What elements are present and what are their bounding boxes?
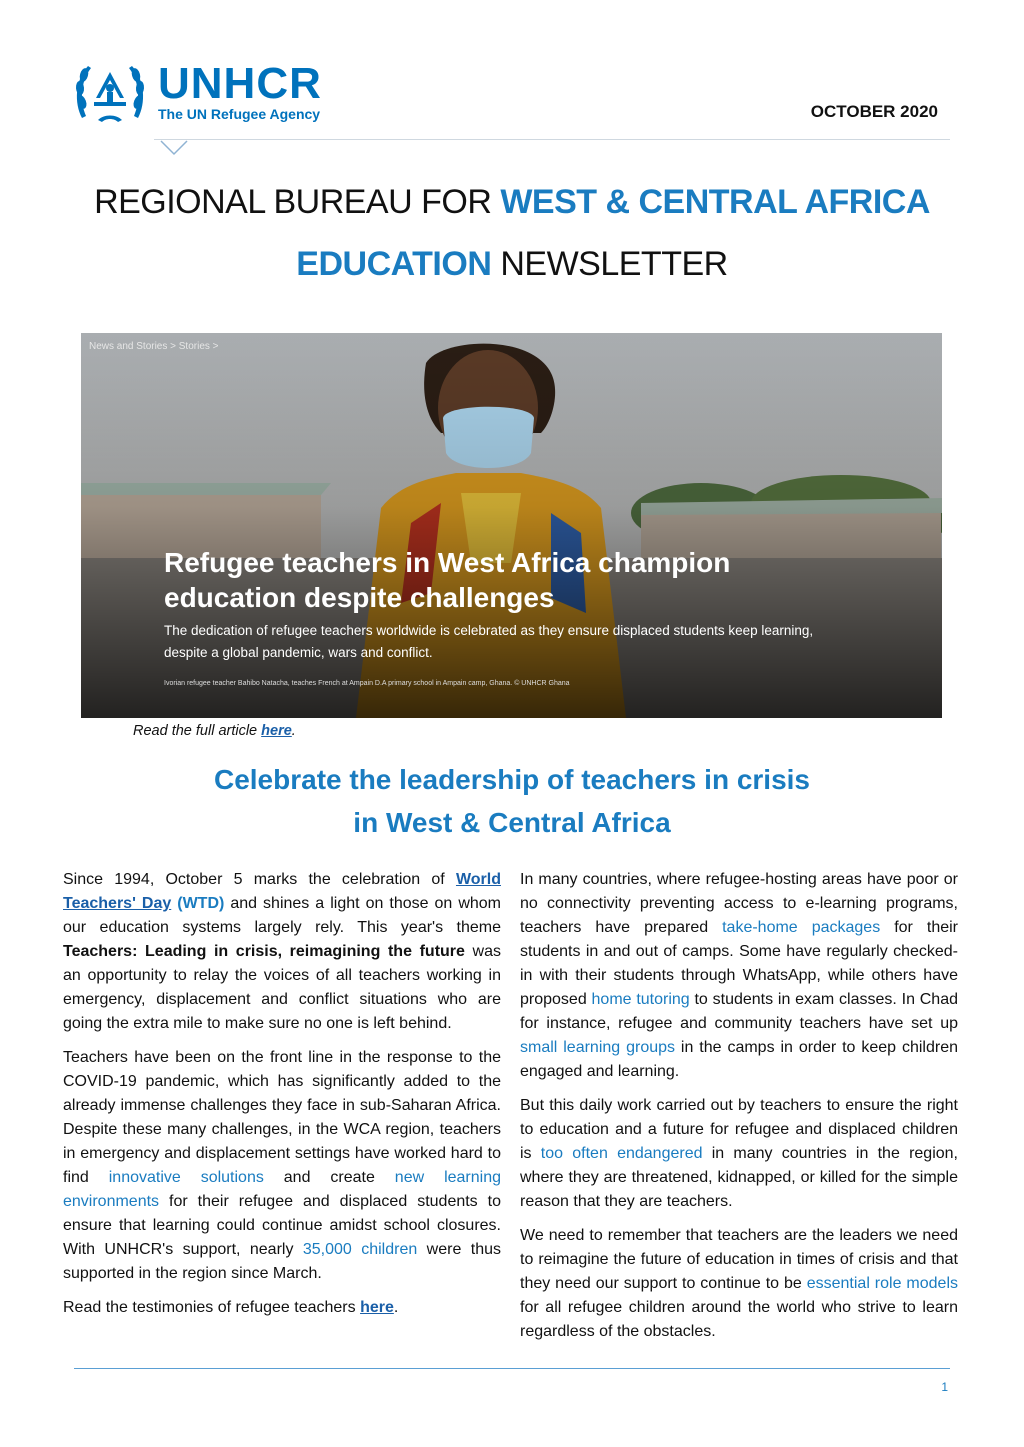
article-left-column [63,868,501,1330]
right-paragraph-2 [520,1094,958,1214]
title-suffix: NEWSLETTER [491,245,728,283]
left-paragraph-1 [63,868,501,1036]
testimonies-link[interactable]: here [360,1299,394,1316]
text: for all refugee children around the world who strive to learn regardless of the obstacles. [520,1299,958,1340]
text: Teachers have been on the front line in the response to the COVID-19 pandemic, which has significantly added to the already immense challenges they face in sub-Saharan Africa. Despite these many challenges, in the WCA region, teachers in emergency and displacement settings have worked hard to find [63,1049,501,1186]
text: We need to remember that teachers are the leaders we need to reimagine the future of education in times of crisis and that they need our support to continue to be [520,1227,958,1292]
world-teachers-day-link[interactable]: World Teachers' Day [63,871,501,912]
hero-photo-caption: Ivorian refugee teacher Bahibo Natacha, teaches French at Ampain D.A primary school in Ampain camp, Ghana. © UNHCR Ghana [164,680,570,687]
read-full-suffix: . [291,723,296,739]
children-supported-link[interactable]: 35,000 children [302,1241,418,1258]
innovative-solutions-link[interactable]: innovative solutions [108,1169,264,1186]
title-region: WEST & CENTRAL AFRICA [500,183,930,221]
logo-tagline: The UN Refugee Agency [158,106,321,122]
wtd-abbrev: (WTD) [171,895,225,912]
text: to students in exam classes. In Chad for instance, refugee and community teachers have set up [520,991,958,1032]
left-paragraph-3 [63,1296,501,1320]
section-title-line2: in West & Central Africa [353,807,671,838]
footer-divider [74,1368,950,1369]
left-paragraph-2 [63,1046,501,1286]
text: were thus supported in the region since March. [63,1241,502,1282]
newsletter-title-line1 [0,182,1024,222]
article-right-column [520,868,958,1354]
hero-article-image[interactable] [81,333,942,718]
section-title-line1: Celebrate the leadership of teachers in crisis [213,764,810,795]
text: for their students in and out of camps. Some have regularly checked-in with their students through WhatsApp, while others have proposed [520,919,958,1008]
text: for their refugee and displaced students to ensure that learning could continue amidst school closures. With UNHCR's support, nearly [63,1193,501,1258]
right-paragraph-3 [520,1224,958,1344]
text: But this daily work carried out by teachers to ensure the right to education and a future for refugee and displaced children is [520,1097,958,1162]
text: and create [263,1169,395,1186]
read-full-prefix: Read the full article [133,723,262,739]
essential-role-models-link[interactable]: essential role models [806,1275,958,1292]
text: Read the testimonies of refugee teachers [63,1299,361,1316]
new-learning-environments-link[interactable]: new learning environments [63,1169,502,1210]
take-home-packages-link[interactable]: take-home packages [722,919,881,936]
text: in many countries in the region, where they are threatened, kidnapped, or killed for the simple reason that they are teachers. [520,1145,958,1210]
hero-title: Refugee teachers in West Africa champion education despite challenges [164,547,731,613]
text: and shines a light on those on whom our education systems largely rely. This year's theme [63,895,502,936]
read-full-article [133,723,296,739]
newsletter-title-line2 [0,244,1024,284]
home-tutoring-link[interactable]: home tutoring [591,991,690,1008]
page-number: 1 [941,1380,948,1394]
text: in the camps in order to keep children engaged and learning. [520,1039,958,1080]
text: Since 1994, October 5 marks the celebration of [63,871,456,888]
header-divider [154,139,950,140]
title-education: EDUCATION [296,245,492,283]
read-full-article-link[interactable]: here [261,723,292,739]
hero-breadcrumb: News and Stories > Stories > [89,341,219,352]
unhcr-logo [72,58,352,128]
chevron-down-icon [160,140,188,156]
newsletter-date: OCTOBER 2020 [810,102,938,121]
wtd-theme: Teachers: Leading in crisis, reimagining the future [63,943,465,960]
too-often-endangered-link[interactable]: too often endangered [540,1145,703,1162]
text: In many countries, where refugee-hosting areas have poor or no connectivity preventing access to e-learning programs, teachers have prepared [520,871,958,936]
right-paragraph-1 [520,868,958,1084]
hero-subtitle: The dedication of refugee teachers worldwide is celebrated as they ensure displaced students keep learning, despite a global pandemic, wars and conflict. [164,623,814,660]
small-learning-groups-link[interactable]: small learning groups [520,1039,676,1056]
title-prefix: REGIONAL BUREAU FOR [94,183,501,221]
text: . [393,1299,399,1316]
text: was an opportunity to relay the voices of all teachers working in emergency, displacement and conflict situations who are going the extra mile to make sure no one is left behind. [63,943,501,1032]
logo-wordmark: UNHCR [158,59,322,108]
unhcr-emblem-icon [72,58,148,128]
section-title [0,758,1024,844]
